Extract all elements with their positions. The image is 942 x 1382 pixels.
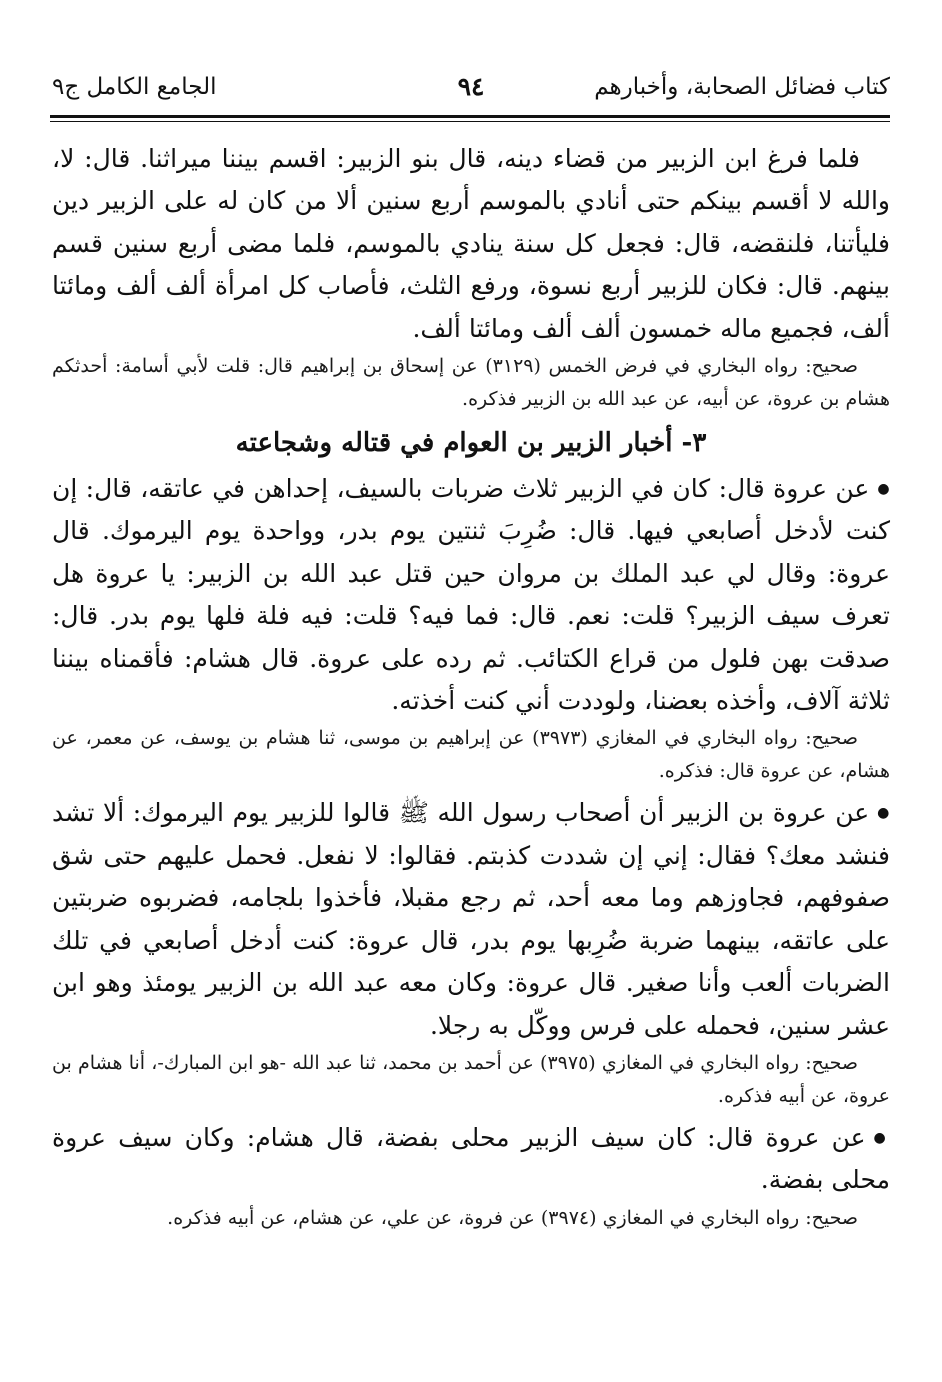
running-volume-title: الجامع الكامل ج٩ [52,74,217,100]
page-body [52,138,890,1239]
hadith-paragraph: ● عن عروة قال: كان سيف الزبير محلى بفضة، قال هشام: وكان سيف عروة محلى بفضة. [52,1117,890,1202]
header-rule-thin [50,121,890,122]
hadith-source-note: صحيح: رواه البخاري في المغازي (٣٩٧٥) عن أحمد بن محمد، ثنا عبد الله -هو ابن المبارك-، أنا هشام بن عروة، عن أبيه فذكره. [52,1051,890,1107]
header-rule-thick [50,115,890,118]
page-number: ٩٤ [457,72,485,101]
hadith-paragraph: ● عن عروة بن الزبير أن أصحاب رسول الله ﷺ قالوا للزبير يوم اليرموك: ألا تشد فنشد معك؟ فقال: إني إن شددت كذبتم. فقالوا: لا نفعل. فحمل عليهم حتى شق صفوفهم، فجاوزهم وما معه أحد، ثم رجع مقبلا، فأخذوا بلجامه، فضربوه ضربتين على عاتقه، بينهما ضربة ضُرِبها يوم بدر، قال عروة: كنت أدخل أصابعي في تلك الضربات ألعب وأنا صغير. قال عروة: وكان معه عبد الله بن الزبير يومئذ وهو ابن عشر سنين، فحمله على فرس ووكّل به رجلا. [52,792,890,1046]
section-heading: ٣- أخبار الزبير بن العوام في قتاله وشجاعته [235,428,707,459]
hadith-source-note: صحيح: رواه البخاري في فرض الخمس (٣١٢٩) عن إسحاق بن إبراهيم قال: قلت لأبي أسامة: أحدثكم هشام بن عروة، عن أبيه، عن عبد الله بن الزبير فذكره. [52,355,890,411]
hadith-paragraph: ● عن عروة قال: كان في الزبير ثلاث ضربات بالسيف، إحداهن في عاتقه، قال: إن كنت لأدخل أصابعي فيها. قال: ضُرِبَ ثنتين يوم بدر، وواحدة يوم اليرموك. قال عروة: وقال لي عبد الملك بن مروان حين قتل عبد الله بن الزبير: يا عروة هل تعرف سيف الزبير؟ قلت: نعم. قال: فما فيه؟ قلت: فيه فلة فلها يوم بدر. قال: صدقت بهن فلول من قراع الكتائب. ثم رده على عروة. قال هشام: فأقمناه بيننا ثلاثة آلاف، وأخذه بعضنا، ولوددت أني كنت أخذته. [52,468,890,722]
hadith-source-note: صحيح: رواه البخاري في المغازي (٣٩٧٣) عن إبراهيم بن موسى، ثنا هشام بن يوسف، عن معمر، عن هشام، عن عروة قال: فذكره. [52,727,890,783]
page-header [52,66,890,106]
paragraph-inheritance: فلما فرغ ابن الزبير من قضاء دينه، قال بنو الزبير: اقسم بيننا ميراثنا. قال: لا، والله لا أقسم بينكم حتى أنادي بالموسم أربع سنين ألا من كان له على الزبير دين فليأتنا، فلنقضه، قال: فجعل كل سنة ينادي بالموسم، فلما مضى أربع سنين قسم بينهم. قال: فكان للزبير أربع نسوة، ورفع الثلث، فأصاب كل امرأة ألف ألف ومائتا ألف، فجميع ماله خمسون ألف ألف ومائتا ألف. [52,144,890,343]
running-book-title: كتاب فضائل الصحابة، وأخبارهم [594,74,890,100]
hadith-source-note: صحيح: رواه البخاري في المغازي (٣٩٧٤) عن فروة، عن علي، عن هشام، عن أبيه فذكره. [167,1206,858,1229]
